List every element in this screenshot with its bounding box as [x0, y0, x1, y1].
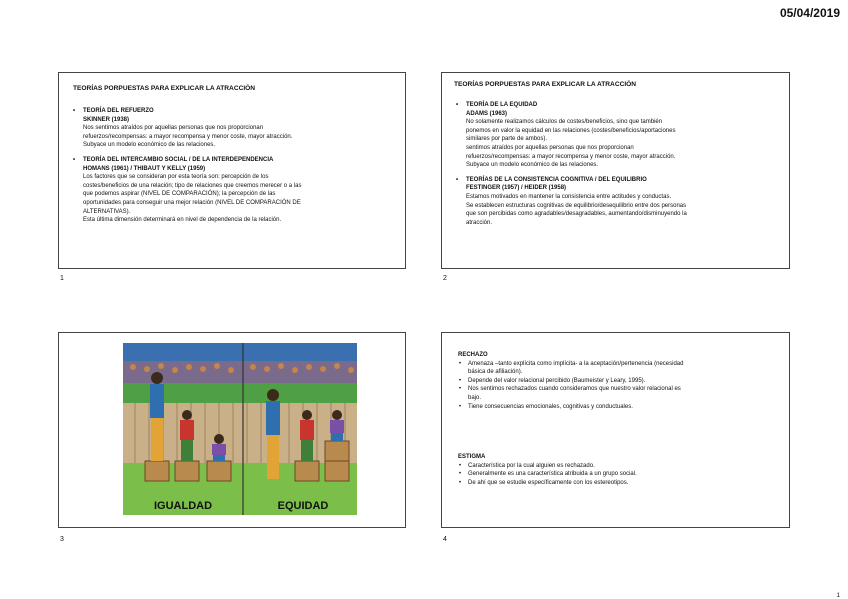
author: FESTINGER (1957) / HEIDER (1958) — [466, 185, 567, 192]
date: 05/04/2019 — [779, 6, 840, 20]
author: HOMANS (1961) / THIBAUT Y KELLY (1959) — [83, 165, 206, 172]
section-title: RECHAZO — [458, 352, 488, 358]
rechazo-section — [458, 351, 778, 411]
text-line: oportunidades para conseguir una mejor relación (NIVEL DE COMPARACIÓN DE — [83, 199, 301, 206]
text-line: similares por parte de ambos). — [466, 136, 548, 143]
slide-2 — [441, 72, 790, 269]
text-line: Estamos motivados en mantener la consistencia entre actitudes y conductas. — [466, 193, 672, 200]
bullet-heading: • TEORÍA DE LA EQUIDAD — [452, 101, 788, 110]
text-line: básica de afiliación). — [468, 369, 523, 376]
slide-1 — [58, 72, 406, 269]
slide-body — [69, 107, 403, 225]
bullet: • Depende del valor relacional percibido (Baumeister y Leary, 1995). — [458, 377, 778, 386]
author: SKINNER (1938) — [83, 116, 130, 123]
slide-number: 4 — [443, 536, 447, 543]
text-line: sentimos atraídos por aquellas personas que nos proporcionan — [466, 144, 634, 151]
slide-number: 1 — [60, 275, 64, 282]
bullet-heading: • TEORÍA DEL REFUERZO — [69, 107, 403, 116]
estigma-section — [458, 453, 778, 487]
text-line: refuerzos/recompensas: a mayor recompensa y menor coste, mayor atracción. — [83, 133, 293, 140]
slide-title: TEORÍAS PORPUESTAS PARA EXPLICAR LA ATRACCIÓN — [73, 85, 256, 92]
bullet-heading: • TEORÍAS DE LA CONSISTENCIA COGNITIVA / DEL EQUILIBRIO — [452, 176, 788, 185]
bullet: • Característica por la cual alguien es rechazado. — [458, 462, 778, 471]
page-number: 1 — [836, 593, 840, 599]
text-line: atracción. — [466, 219, 493, 226]
bullet: • Generalmente es una característica atribuida a un grupo social. — [458, 470, 778, 479]
text-line: Subyace un modelo económico de las relaciones. — [466, 162, 599, 169]
text-line: Subyace un modelo económico de las relaciones. — [83, 142, 216, 149]
slide-3 — [58, 332, 406, 528]
bullet: • De ahí que se estudie específicamente con los estereotipos. — [458, 479, 778, 488]
author: ADAMS (1963) — [466, 110, 508, 117]
slide-number: 3 — [60, 536, 64, 543]
text-line: costes/beneficios de una relación; tipo de relaciones que creemos merecer o a las — [83, 182, 302, 189]
bullet: • Amenaza –tanto explícita como implícita- a la aceptación/pertenencia (necesidad — [458, 360, 778, 369]
section-title: ESTIGMA — [458, 454, 486, 460]
text-line: No solamente realizamos cálculos de costes/beneficios, sino que también — [466, 119, 663, 126]
text-line: bajo. — [468, 394, 482, 401]
text-line: Los factores que se consideran por esta teoría son: percepción de los — [83, 174, 269, 181]
label-equidad: EQUIDAD — [277, 500, 329, 512]
text-line: Nos sentimos atraídos por aquellas personas que nos proporcionan — [83, 125, 264, 132]
text-line: ALTERNATIVAS). — [83, 208, 131, 215]
bullet-heading: • TEORÍA DEL INTERCAMBIO SOCIAL / DE LA INTERDEPENDENCIA — [69, 156, 403, 165]
slide-number: 2 — [443, 275, 447, 282]
text-line: ponemos en valor la equidad en las relaciones (costes/beneficios/aportaciones — [466, 127, 676, 134]
label-igualdad: IGUALDAD — [153, 500, 213, 512]
text-line: que son percibidas como agradables/desagradables, aumentando/disminuyendo la — [466, 211, 687, 218]
slide-4 — [441, 332, 790, 528]
slide-body — [452, 101, 788, 227]
bullet: • Tiene consecuencias emocionales, cognitivas y conductuales. — [458, 403, 778, 412]
text-line: Se establecen estructuras cognitivas de equilibrio/desequilibrio entre dos personas — [466, 202, 687, 209]
bullet: • Nos sentimos rechazados cuando consideramos que nuestro valor relacional es — [458, 385, 778, 394]
text-line: Esta última dimensión determinará en nivel de dependencia de la relación. — [83, 217, 282, 224]
text-line: que podemos aspirar (NIVEL DE COMPARACIÓN); la percepción de las — [83, 191, 276, 198]
slide-title: TEORÍAS PORPUESTAS PARA EXPLICAR LA ATRACCIÓN — [454, 81, 637, 88]
equality-equity-illustration — [123, 343, 357, 515]
text-line: refuerzos/recompensas: a mayor recompensa y menor coste, mayor atracción. — [466, 153, 676, 160]
